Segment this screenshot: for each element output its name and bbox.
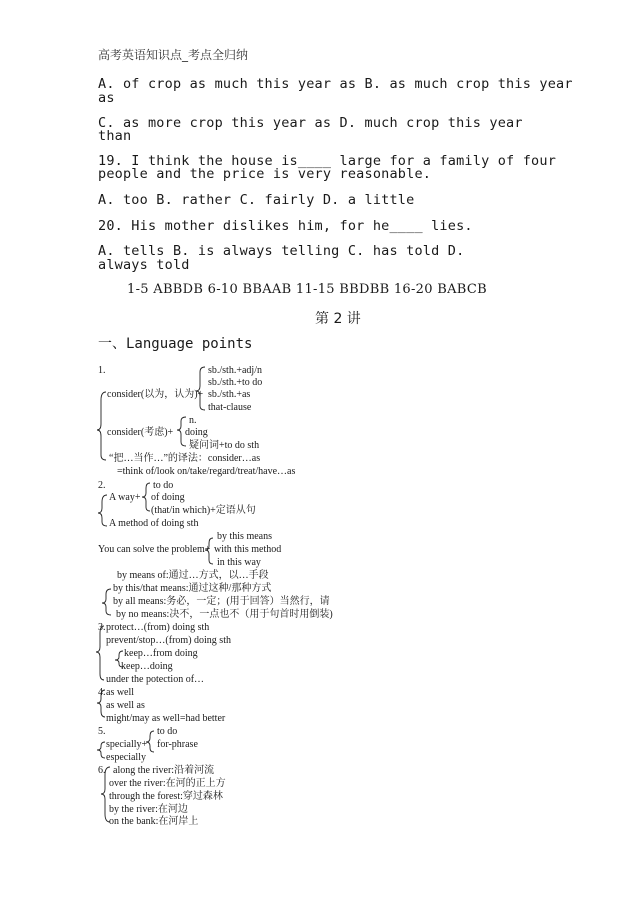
note-6-number: 6. [98, 765, 106, 776]
note-2-means: with this method [214, 544, 282, 555]
note-5-item: for-phrase [157, 739, 198, 750]
note-1-item: sb./sth.+as [208, 389, 251, 400]
note-1-item: doing [185, 427, 208, 438]
note-2-solve: You can solve the problem+ [98, 544, 211, 555]
note-1-consider-think: consider(以为，认为)+ [107, 389, 204, 400]
note-2-item: (that/in which)+定语从句 [151, 505, 256, 516]
note-3-item: prevent/stop…(from) doing sth [106, 635, 231, 646]
lecture-title: 第 2 讲 [315, 311, 361, 327]
note-2-by: by all means:务必，一定；(用于回答）当然行，请 [113, 596, 330, 607]
question-option-line: as [98, 90, 115, 106]
note-1-equivalents: =think of/look on/take/regard/treat/have…as [117, 466, 296, 477]
note-1-consider-ponder: consider(考虑)+ [107, 427, 174, 438]
note-6-item: by the river:在河边 [109, 804, 188, 815]
note-2-item: to do [153, 480, 174, 491]
note-3-item: keep…doing [121, 661, 173, 672]
note-2-by: by no means:决不，一点也不（用于句首时用倒装) [116, 609, 333, 620]
question-option-line: A. tells B. is always telling C. has told D. [98, 243, 465, 259]
note-2-number: 2. [98, 480, 106, 491]
note-6-item: on the bank:在河岸上 [109, 816, 199, 827]
note-1-number: 1. [98, 365, 106, 376]
note-3-item: keep…from doing [124, 648, 198, 659]
note-2-item: of doing [151, 492, 185, 503]
note-2-away: A way+ [109, 492, 141, 503]
note-4-number: 4. [98, 687, 106, 698]
note-5-especially: especially [106, 752, 146, 763]
note-5-number: 5. [98, 726, 106, 737]
note-4-item: might/may as well=had better [106, 713, 226, 724]
question-option-line: C. as more crop this year as D. much crop this year [98, 115, 523, 131]
note-5-specially: specially+ [106, 739, 148, 750]
question-option-line: A. too B. rather C. fairly D. a little [98, 192, 415, 208]
note-4-item: as well [106, 687, 135, 698]
answer-key: 1-5 ABBDB 6-10 BBAAB 11-15 BBDBB 16-20 BABCB [127, 282, 487, 297]
note-1-item: sb./sth.+adj/n [208, 365, 262, 376]
question-19: 19. I think the house is____ large for a family of four [98, 153, 557, 169]
note-2-method: A method of doing sth [109, 518, 199, 529]
note-2-by: by this/that means:通过这种/那种方式 [113, 583, 272, 594]
note-5-item: to do [157, 726, 178, 737]
question-option-line: always told [98, 257, 190, 273]
note-2-means: in this way [217, 557, 261, 568]
note-1-item: sb./sth.+to do [208, 377, 263, 388]
section-title: Language points [126, 336, 253, 352]
note-4-item: as well as [106, 700, 145, 711]
note-2-means: by this means [217, 531, 272, 542]
note-3-number: 3. [98, 622, 106, 633]
note-1-item: that-clause [208, 402, 252, 413]
note-1-item: n. [189, 415, 197, 426]
note-2-bymeans: by means of:通过…方式，以…手段 [117, 570, 269, 581]
question-19: people and the price is very reasonable. [98, 166, 432, 182]
question-option-line: A. of crop as much this year as B. as much crop this year [98, 76, 573, 92]
note-3-item: protect…(from) doing sth [106, 622, 210, 633]
question-option-line: than [98, 128, 132, 144]
note-6-item: through the forest:穿过森林 [109, 791, 223, 802]
note-1-translation: “把…当作…”的译法：consider…as [109, 453, 261, 464]
section-prefix: 一、 [98, 336, 126, 352]
note-3-item: under the potection of… [106, 674, 205, 685]
note-6-item: along the river:沿着河流 [113, 765, 215, 776]
note-6-item: over the river:在河的正上方 [109, 778, 226, 789]
question-20: 20. His mother dislikes him, for he____ lies. [98, 218, 473, 234]
page-header: 高考英语知识点_考点全归纳 [98, 48, 249, 62]
note-1-item: 疑问词+to do sth [189, 440, 260, 451]
